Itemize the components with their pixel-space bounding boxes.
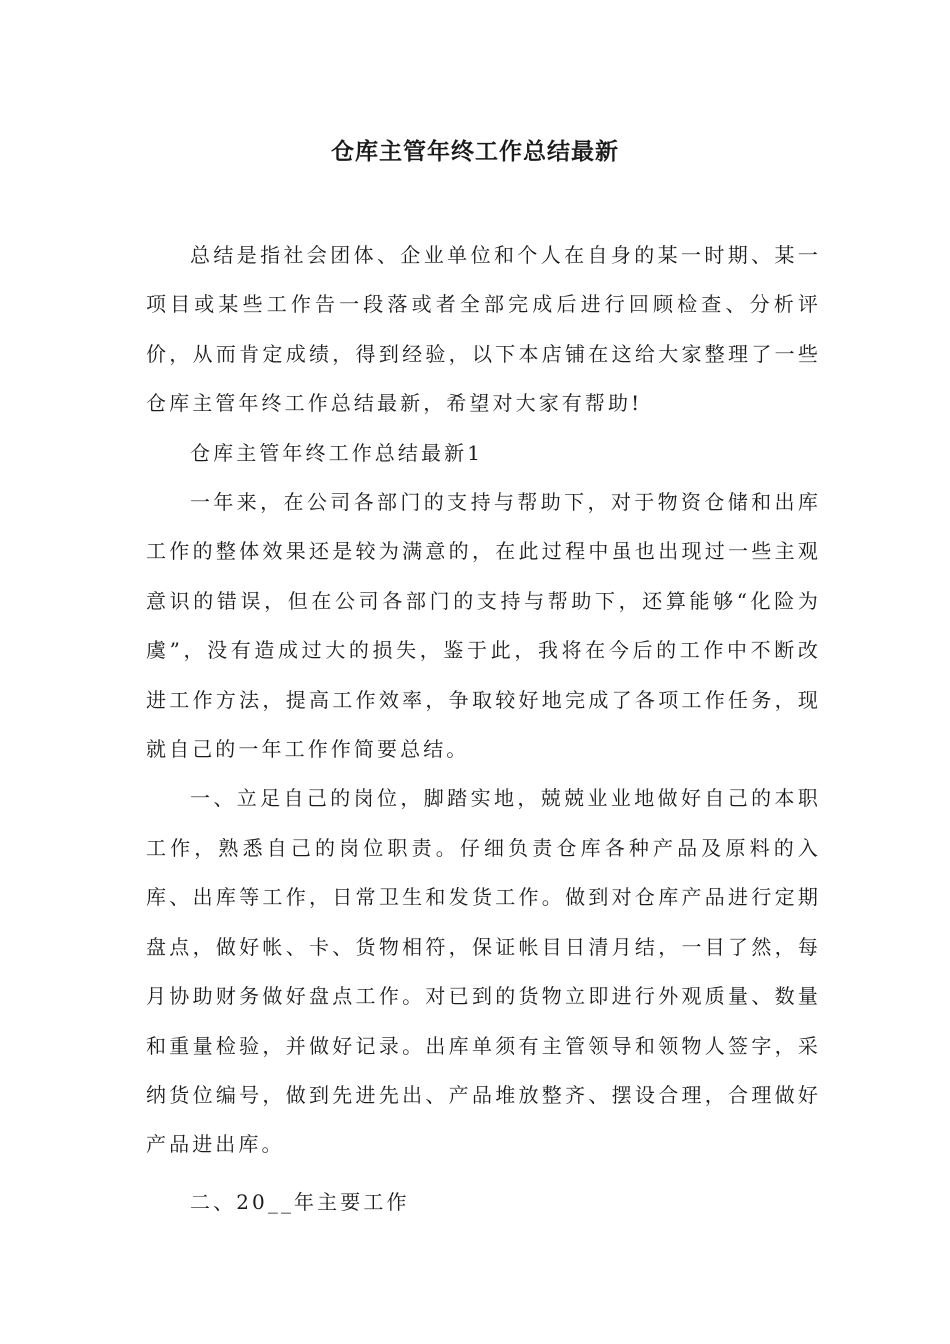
- section-heading-2: 二、20__年主要工作: [190, 1189, 410, 1214]
- section-heading-1: 仓库主管年终工作总结最新1: [190, 440, 484, 465]
- document-title: 仓库主管年终工作总结最新: [331, 138, 619, 165]
- body-paragraph-1: 一年来，在公司各部门的支持与帮助下，对于物资仓储和出库工作的整体效果还是较为满意的，在此过程中虽也出现过一些主观意识的错误，但在公司各部门的支持与帮助下，还算能够“化险为虞”，没有造成过大的损失，鉴于此，我将在今后的工作中不断改进工作方法，提高工作效率，争取较好地完成了各项工作任务，现就自己的一年工作作简要总结。: [146, 490, 821, 762]
- document-body: [146, 231, 821, 1227]
- intro-paragraph: 总结是指社会团体、企业单位和个人在自身的某一时期、某一项目或某些工作告一段落或者全部完成后进行回顾检查、分析评价，从而肯定成绩，得到经验，以下本店铺在这给大家整理了一些仓库主管年终工作总结最新，希望对大家有帮助!: [146, 243, 821, 416]
- paragraph-spacer: [146, 1170, 821, 1178]
- body-paragraph-2: 一、立足自己的岗位，脚踏实地，兢兢业业地做好自己的本职工作，熟悉自己的岗位职责。仔细负责仓库各种产品及原料的入库、出库等工作，日常卫生和发货工作。做到对仓库产品进行定期盘点，做好帐、卡、货物相符，保证帐目日清月结，一目了然，每月协助财务做好盘点工作。对已到的货物立即进行外观质量、数量和重量检验，并做好记录。出库单须有主管领导和领物人签字，采纳货位编号，做到先进先出、产品堆放整齐、摆设合理，合理做好产品进出库。: [146, 786, 821, 1157]
